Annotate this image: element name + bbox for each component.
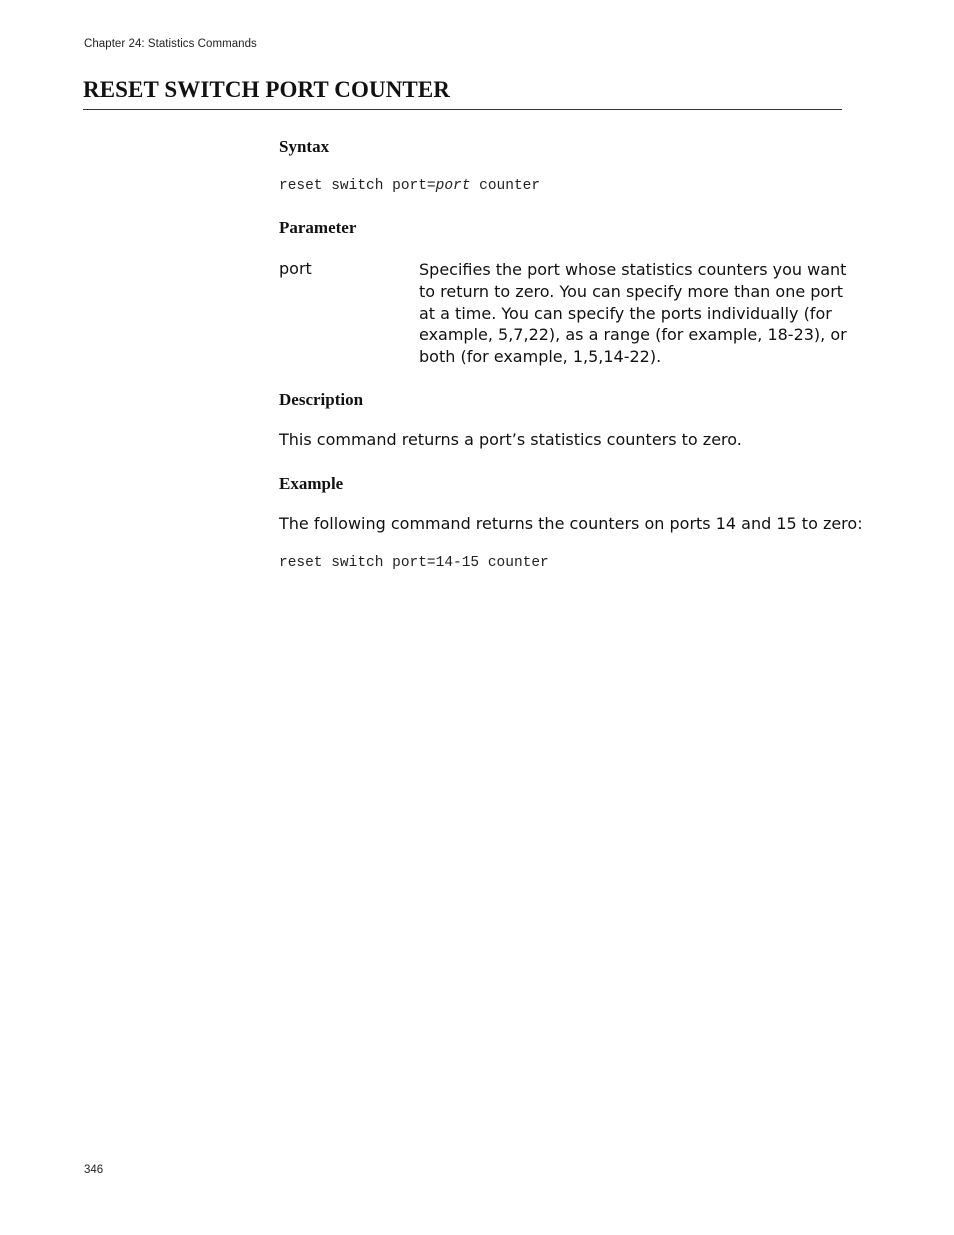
example-command: reset switch port=14-15 counter <box>279 555 549 571</box>
syntax-command-prefix: reset switch port= <box>279 178 436 194</box>
example-text: The following command returns the counters on ports 14 and 15 to zero: <box>279 514 863 533</box>
parameter-description-line: to return to zero. You can specify more than one port <box>419 281 844 301</box>
example-heading: Example <box>279 474 344 493</box>
syntax-command-argument: port <box>435 178 471 194</box>
title-rule <box>83 109 842 110</box>
parameter-name: port <box>279 259 312 278</box>
syntax-command <box>279 178 540 194</box>
description-text: This command returns a port’s statistics counters to zero. <box>279 430 742 449</box>
page-title: RESET SWITCH PORT COUNTER <box>83 77 451 102</box>
parameter-description-line: both (for example, 1,5,14-22). <box>419 347 662 367</box>
page-number: 346 <box>84 1164 104 1176</box>
parameter-description <box>419 259 847 368</box>
running-header: Chapter 24: Statistics Commands <box>84 38 257 50</box>
syntax-command-suffix: counter <box>470 178 541 194</box>
syntax-heading: Syntax <box>279 137 330 156</box>
parameter-description-line: example, 5,7,22), as a range (for example, 18-23), or <box>419 325 847 345</box>
parameter-description-line: at a time. You can specify the ports individually (for <box>419 303 832 323</box>
description-heading: Description <box>279 390 364 409</box>
parameter-description-line: Specifies the port whose statistics counters you want <box>419 260 847 279</box>
parameter-heading: Parameter <box>279 218 357 237</box>
